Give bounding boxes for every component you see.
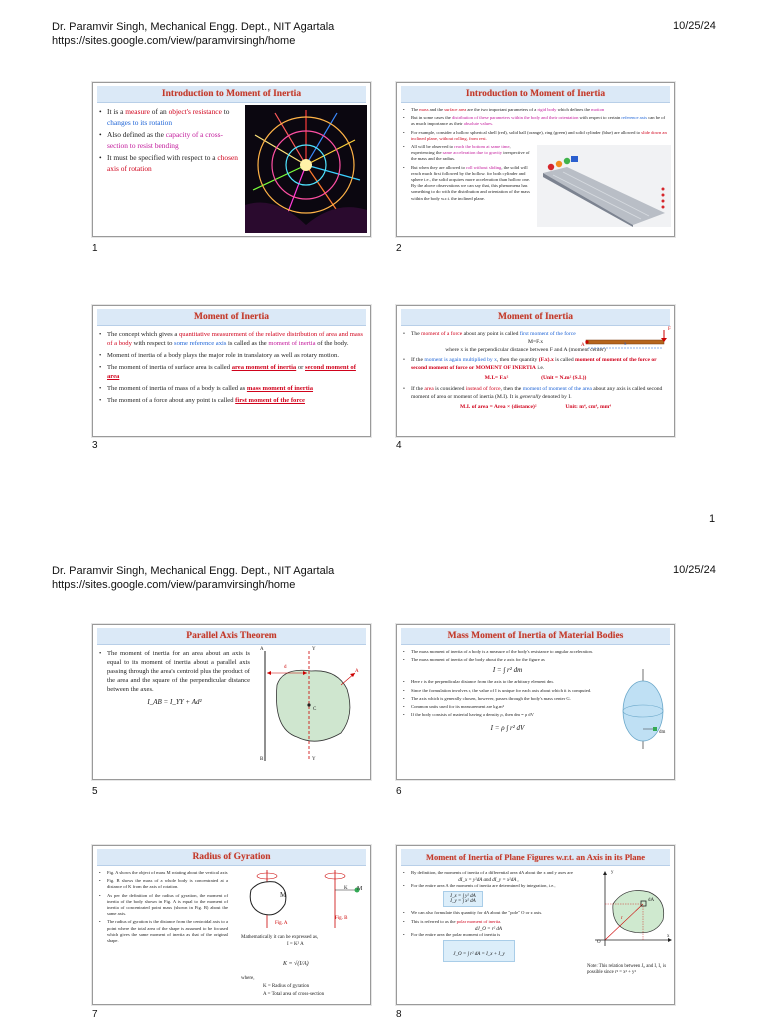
bullet: • If the moment is again multiplied by x, then the quantity (F.x).x is called moment of moment of the force or second moment of force or MOMENT OF INERTIA i.e.	[403, 357, 657, 371]
slide-body	[99, 870, 228, 1000]
fig-a-caption: Fig. A	[275, 921, 288, 926]
equation: I = ∫ r² dm	[492, 666, 523, 675]
equation-iy: I_y = ∫ x² dA	[450, 899, 476, 905]
equation-unit: (Unit = N.m² (S.I.))	[541, 375, 587, 381]
bullet: • But when they are allowed to roll without sliding, the solid will reach much first followed by the hollow. for both cylinder and sphere i.e., the solid acquires more acceleration than hollow one. By the above observations we can say that, this phenomena has something to do with the distribution and orientation of the mass within the body w.r.t. the inclined plane.	[403, 165, 531, 202]
force-lever-figure	[580, 328, 670, 354]
inclined-plane-figure	[537, 145, 671, 227]
r-label: r	[621, 916, 623, 921]
bullet: • Fig. B shows the mass of a whole body is concentrated at a distance of K from the axis of rotation.	[99, 878, 228, 890]
axis-a-label: A	[260, 647, 264, 652]
slide-number: 5	[92, 786, 98, 797]
bullet: • For the entire area the polar moment of inertia is	[403, 932, 574, 938]
slide-body	[99, 107, 240, 232]
slide-number: 2	[396, 243, 402, 254]
equation-jo	[443, 940, 515, 962]
slide-3	[92, 305, 371, 437]
header-author: Dr. Paramvir Singh, Mechanical Engg. Dept., NIT Agartala	[52, 21, 335, 33]
mass-label: M	[357, 886, 363, 892]
slide-7	[92, 845, 371, 1005]
equation	[403, 374, 668, 382]
bullet: • All will be observed to reach the bottom at same time, experiencing the same acceleration due to gravity irrespective of the mass and the radius.	[403, 144, 531, 163]
bullet: • By definition, the moments of inertia of a differential area dA about the x and y axes are	[403, 870, 574, 876]
slide-title: Introduction to Moment of Inertia	[401, 86, 670, 103]
bullet: • The mass moment of inertia of a body is a measure of the body's resistance to angular acceleration.	[403, 649, 612, 655]
bullet: • But in some cases the distribution of these parameters within the body and their orientation with respect to certain reference axis can be of as much importance as their absolute values.	[403, 115, 668, 127]
bullet: • It must be specified with respect to a chosen axis of rotation	[99, 153, 240, 174]
equation-ix: I_x = ∫ y² dA	[450, 894, 476, 900]
header-date: 10/25/24	[673, 564, 716, 576]
expression-intro: Mathematically it can be expressed as,	[241, 935, 319, 940]
equation: dJ_O = r² dA	[475, 926, 502, 932]
bullet: • We can also formulate this quantity for dA about the "pole" O or z axis.	[403, 910, 574, 916]
axis-y-top-label: Y	[312, 647, 316, 652]
fig-b-caption: Fig. B	[335, 916, 348, 921]
da-label: dA	[648, 898, 655, 903]
bullet: • The concept which gives a quantitative measurement of the relative distribution of area and mass of a body with respect to some reference axis is called as the moment of inertia of the body.	[99, 330, 364, 348]
slide-number: 1	[92, 243, 98, 254]
slide-number: 6	[396, 786, 402, 797]
slide-1	[92, 82, 371, 237]
bullet: • Fig. A shows the object of mass M rotating about the vertical axis	[99, 870, 228, 876]
origin-label: O	[597, 940, 601, 945]
bullet: • Since the formulation involves r, the value of I is unique for each axis about which it is computed.	[403, 688, 612, 694]
integral-box	[443, 891, 483, 907]
slide-4	[396, 305, 675, 437]
equation-area: M.I. of area = Area × (distance)²	[460, 404, 537, 410]
bullet: • It is a measure of an object's resistance to changes to its rotation	[99, 107, 240, 128]
point-label: A	[581, 343, 585, 348]
bullet: • The moment of inertia of surface area is called area moment of inertia or second moment of area	[99, 363, 364, 381]
ferris-wheel-photo	[245, 105, 367, 233]
bullet: • Moment of inertia of a body plays the major role in translatory as well as rotary motion.	[99, 351, 364, 360]
slide-title: Mass Moment of Inertia of Material Bodies	[401, 628, 670, 645]
bullet: • The moment of inertia for an area about an axis is equal to its moment of inertia about a parallel axis passing through the area's centroid plus the product of the area and the square of the perpendicular distance between the axes.	[99, 649, 250, 694]
slide-title: Moment of Inertia	[97, 309, 366, 326]
header-date: 10/25/24	[673, 20, 716, 32]
equation: I = ρ ∫ r² dV	[490, 724, 525, 733]
slide-title: Parallel Axis Theorem	[97, 628, 366, 645]
slide-body	[99, 649, 250, 775]
sheet-number: 1	[709, 513, 716, 525]
note: Note: This relation between J₀ and I, I₁ is possible since r² = x² + y²	[587, 964, 667, 975]
bullet: • For example, consider a hollow spherical shell (red), solid ball (orange), ring (green) and solid cylinder (blue) are allowed to slide down an inclined plane, without rolling, from rest.	[403, 130, 668, 142]
bullet: • The moment of inertia of mass of a body is called as mass moment of inertia	[99, 384, 364, 393]
y-axis-label: y	[611, 870, 614, 875]
expression-2: K = √(I/A)	[283, 961, 309, 967]
bullet: • Common units used for its measurement are kg.m²	[403, 704, 612, 710]
x-axis-label: x	[667, 934, 670, 939]
equation-unit: Unit: m⁴, cm⁴, mm⁴	[565, 404, 611, 410]
equation	[403, 403, 668, 411]
header-url[interactable]: https://sites.google.com/view/paramvirsingh/home	[52, 579, 296, 591]
bullet: • The axis which is generally chosen, however, passes through the body's mass center G.	[403, 696, 612, 702]
slide-title: Moment of Inertia of Plane Figures w.r.t. an Axis in its Plane	[401, 849, 670, 866]
slide-5	[92, 624, 371, 780]
bullet: • The radius of gyration is the distance from the centroidal axis to a point where the total area of the shape is assumed to be focused which gives the same moment of inertia as that of the original shape.	[99, 919, 228, 944]
expression-1: I = K² A	[287, 942, 304, 947]
distance-label: d	[284, 665, 287, 670]
dm-label: dm	[659, 730, 666, 735]
bullet: • If the body consists of material having a density ρ, then dm = ρ dV	[403, 712, 612, 718]
equation: dI_x = y²dA and dI_y = x²dA ,	[458, 878, 519, 884]
slide-6	[396, 624, 675, 780]
area-label: A	[355, 669, 359, 674]
radius-k-label: K	[344, 886, 348, 891]
mass-label: M	[280, 891, 287, 899]
slide-number: 8	[396, 1009, 402, 1020]
equation-jo-text: J_O = ∫ r² dA = I_x + I_y	[453, 952, 505, 958]
slide-body	[99, 330, 364, 432]
slide-title: Introduction to Moment of Inertia	[97, 86, 366, 103]
bullet: • The moment of a force about any point is called first moment of the force	[99, 396, 364, 405]
centroid-label: C	[313, 707, 317, 712]
bullet: • The mass and the surface area are the two important parameters of a rigid body which defines the motion	[403, 107, 668, 113]
force-label: F	[668, 327, 671, 332]
slide-title: Moment of Inertia	[401, 309, 670, 326]
bullet: • For the entire area A the moments of inertia are determined by integration, i.e.,	[403, 883, 574, 889]
distance-label: x	[624, 342, 627, 347]
axis-y-bottom-label: Y	[312, 757, 316, 762]
slide-title: Radius of Gyration	[97, 849, 366, 866]
note: where x is the perpendicular distance between F and A (moment center)	[445, 347, 606, 353]
slide-2	[396, 82, 675, 237]
definition-k: K = Radius of gyration	[263, 984, 310, 989]
axis-b-label: B	[260, 757, 264, 762]
bullet: • Also defined as the capacity of a cross-section to resist bending	[99, 130, 240, 151]
bullet: • This is referred to as the polar moment of inertia.	[403, 919, 574, 925]
bullet: • The mass moment of inertia of the body about the z axis for the figure as	[403, 657, 612, 663]
header-author: Dr. Paramvir Singh, Mechanical Engg. Dept., NIT Agartala	[52, 565, 335, 577]
bullet: • The moment of a force about any point is called first moment of the force	[403, 331, 576, 337]
bullet: • As per the definition of the radius of gyration, the moment of inertia of the body shown in Fig. A is equal to the moment of inertia of concentrated point mass (shown in Fig. B) about the same axis.	[99, 893, 228, 918]
slide-8	[396, 845, 675, 1005]
slide-number: 7	[92, 1009, 98, 1020]
bullet: • If the area is considered instead of force, then the moment of moment of the area about any axis is called second moment of area or moment of inertia (M.I). It is generally denoted by I.	[403, 386, 663, 400]
equation-mi: M.I.= F.x²	[484, 375, 509, 381]
rigid-body-figure	[619, 667, 671, 751]
parallel-axis-figure	[255, 645, 367, 777]
slide-number: 3	[92, 440, 98, 451]
bullet: • Here r is the perpendicular distance from the axis to the arbitrary element dm.	[403, 679, 612, 685]
slide-body	[403, 870, 574, 1000]
where-label: where,	[241, 976, 255, 981]
equation: M=F.x	[528, 339, 543, 345]
slide-number: 4	[396, 440, 402, 451]
slide-body	[403, 649, 612, 775]
header-url[interactable]: https://sites.google.com/view/paramvirsingh/home	[52, 35, 296, 47]
definition-a: A = Total area of cross-section	[263, 992, 325, 997]
equation: I_AB = I_YY + Ad²	[147, 698, 202, 706]
